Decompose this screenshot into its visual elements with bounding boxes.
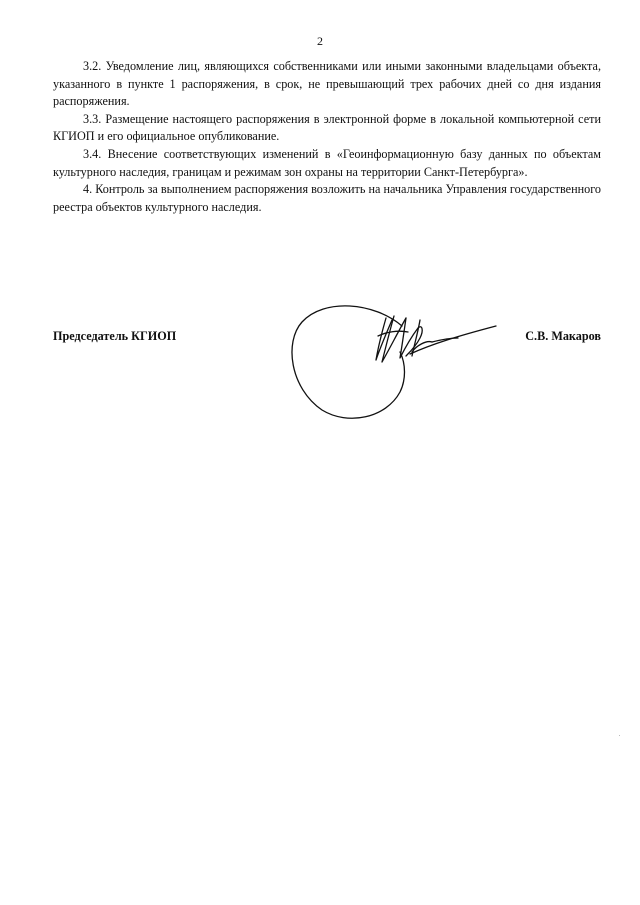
scan-speck	[619, 735, 620, 736]
paragraph-3-4: 3.4. Внесение соответствующих изменений в «Геоинформационную базу данных по объектам культурного наследия, границам и режимам зон охраны на территории Санкт-Петербурга».	[53, 146, 601, 179]
signatory-name: С.В. Макаров	[525, 329, 601, 343]
signatory-role: Председатель КГИОП	[53, 329, 177, 343]
page-number: 2	[317, 34, 323, 48]
paragraph-4: 4. Контроль за выполнением распоряжения возложить на начальника Управления государственного реестра объектов культурного наследия.	[53, 182, 601, 214]
paragraph-3-3: 3.3. Размещение настоящего распоряжения в электронной форме в локальной компьютерной сети КГИОП и его официальное опубликование.	[53, 111, 601, 144]
paragraph-3-2: 3.2. Уведомление лиц, являющихся собственниками или иными законными владельцами объекта, указанного в пункте 1 распоряжения, в срок, не превышающий трех рабочих дней со дня издания распоряжения.	[53, 59, 601, 109]
document-body	[53, 58, 601, 216]
handwritten-signature	[282, 296, 504, 426]
